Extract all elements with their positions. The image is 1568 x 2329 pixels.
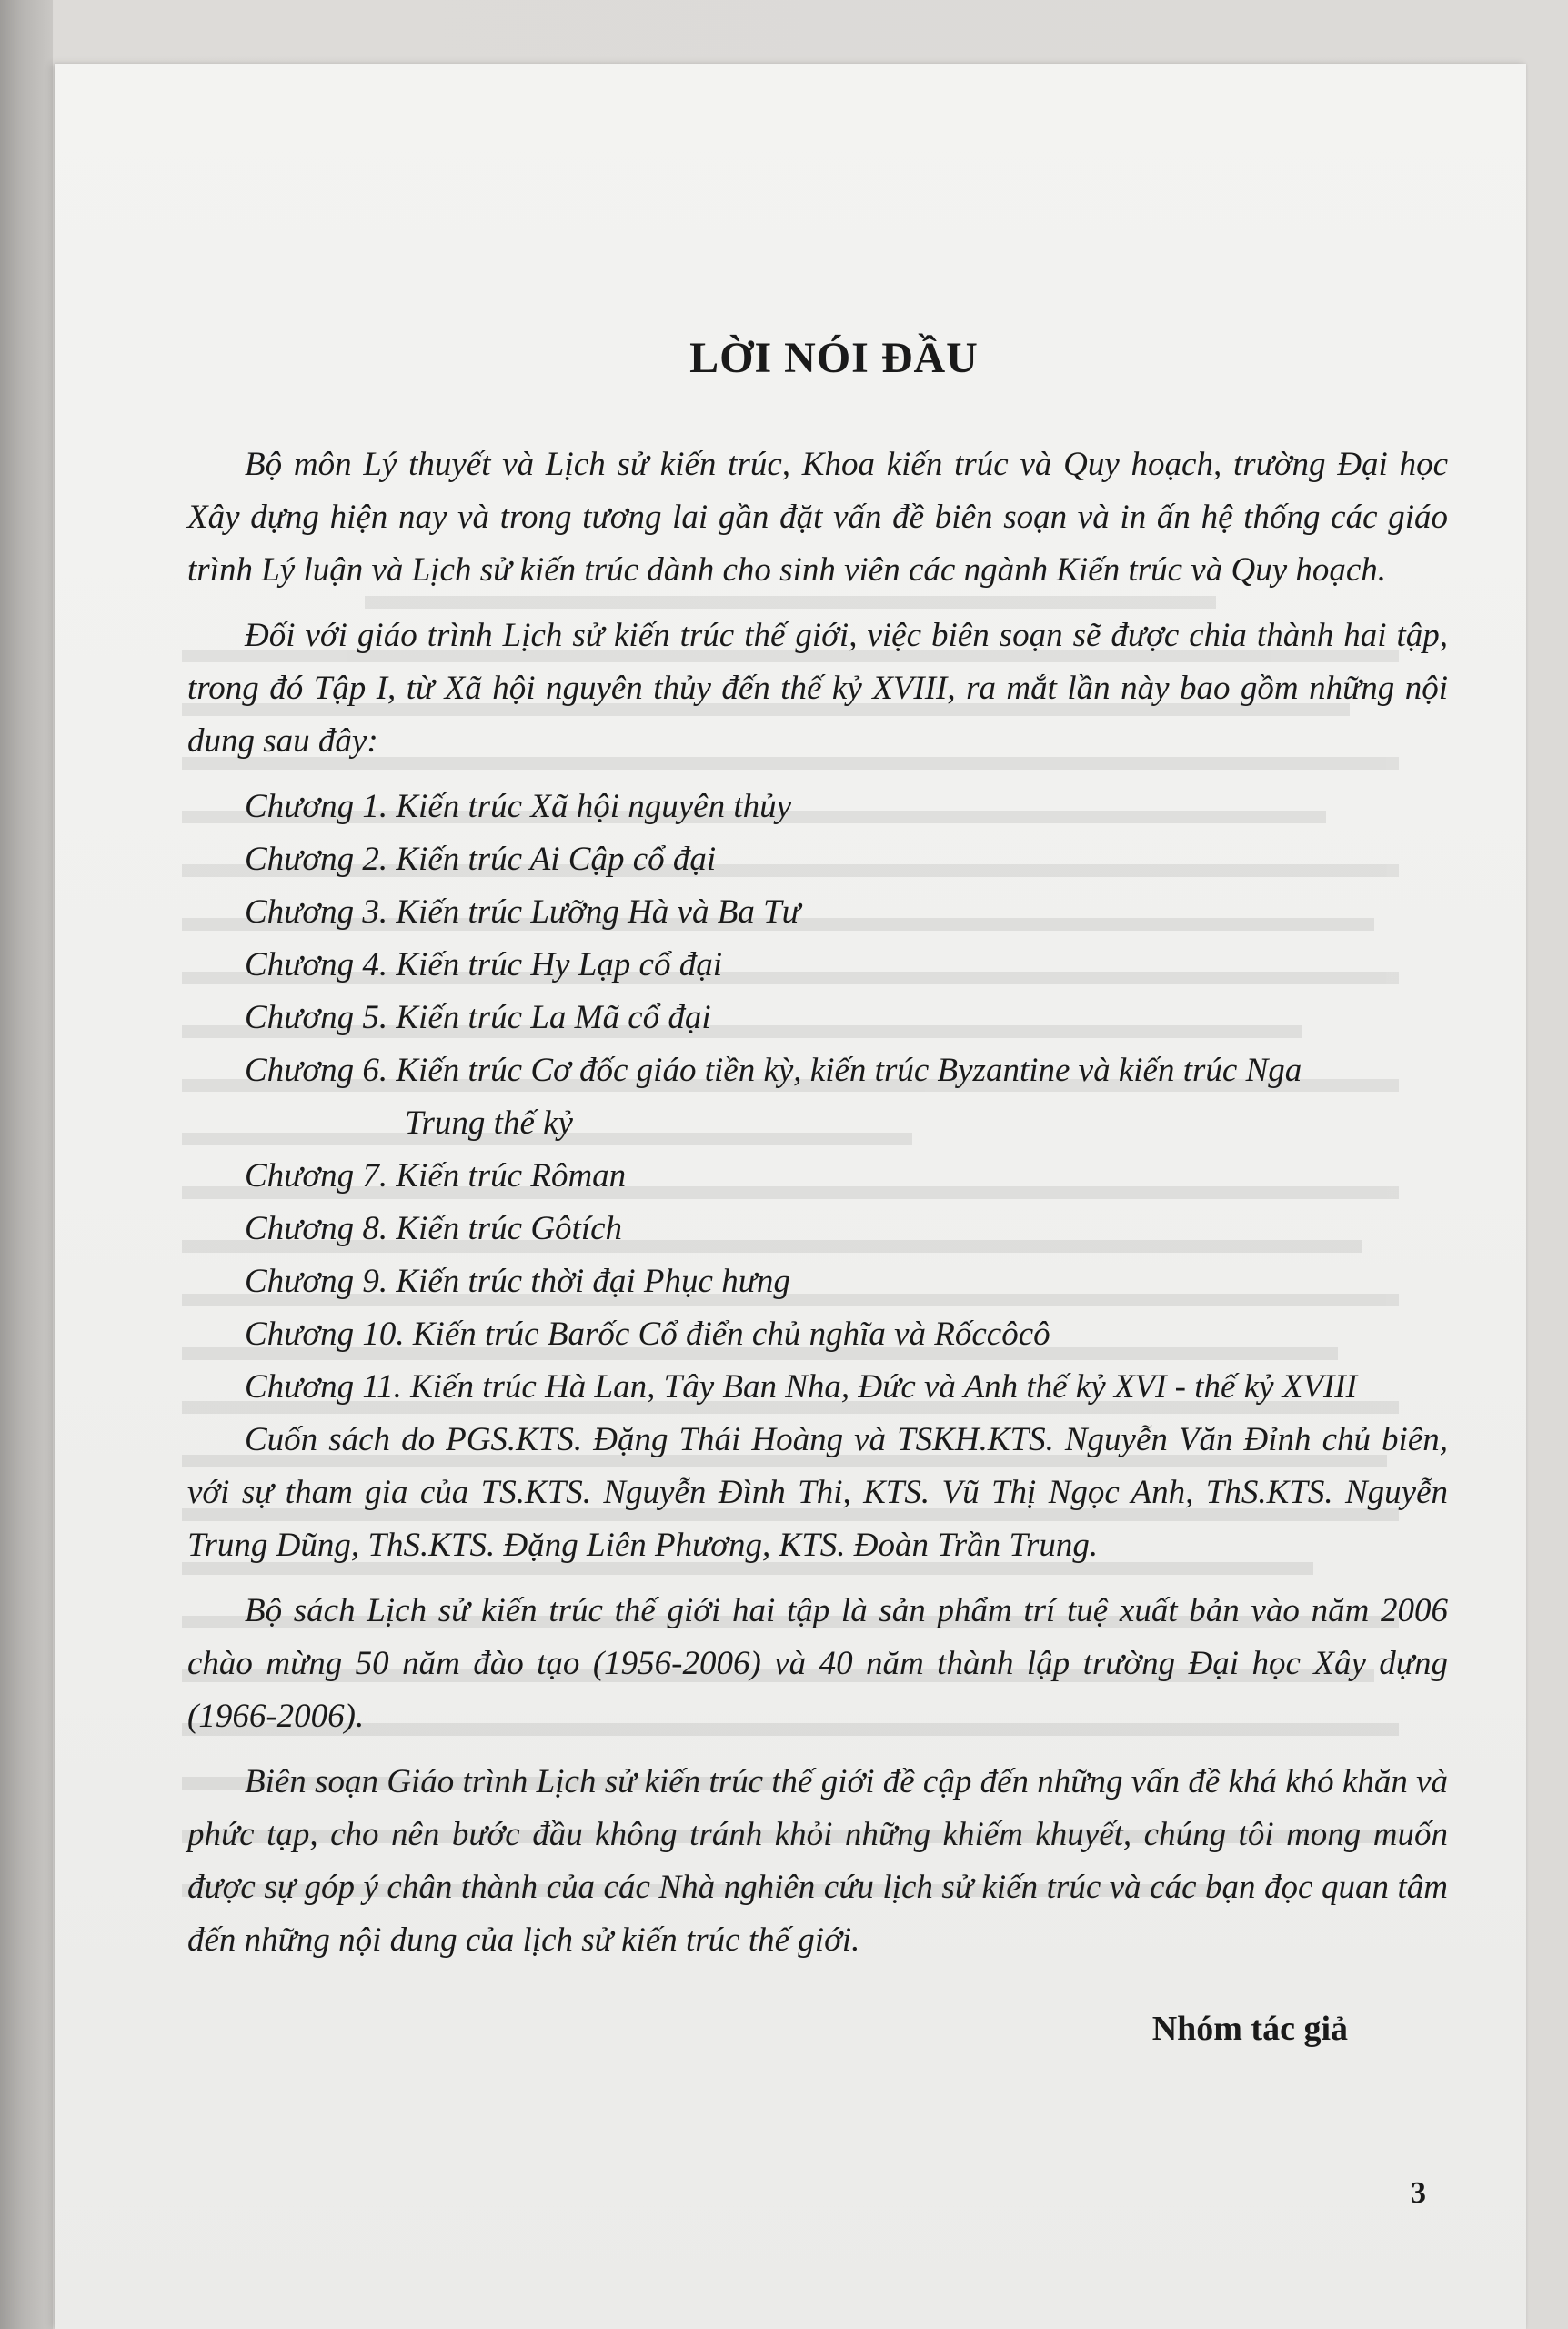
book-spine-edge [0,0,53,2329]
chapter-list [187,781,1448,1414]
chapter-item-3: Chương 3. Kiến trúc Lưỡng Hà và Ba Tư [245,893,800,931]
chapter-item-6-continuation: Trung thế kỷ [405,1104,573,1142]
publication-paragraph: Bộ sách Lịch sử kiến trúc thế giới hai tập là sản phẩm trí tuệ xuất bản vào năm 2006 chào mừng 50 năm đào tạo (1956-2006) và 40 năm thành lập trường Đại học Xây dựng (1966-2006). [187,1592,1448,1735]
closing-paragraph: Biên soạn Giáo trình Lịch sử kiến trúc thế giới đề cập đến những vấn đề khá khó khăn và phức tạp, cho nên bước đầu không tránh khỏi những khiếm khuyết, chúng tôi mong muốn được sự góp ý chân thành của các Nhà nghiên cứu lịch sử kiến trúc và các bạn đọc quan tâm đến những nội dung của lịch sử kiến trúc thế giới. [187,1763,1448,1959]
chapter-item-7: Chương 7. Kiến trúc Rôman [245,1157,627,1195]
signature: Nhóm tác giả [1151,2010,1348,2048]
chapter-item-5: Chương 5. Kiến trúc La Mã cổ đại [245,999,711,1036]
book-page [55,64,1526,2329]
chapter-item-6 [187,1044,1448,1150]
chapter-item-2: Chương 2. Kiến trúc Ai Cập cổ đại [245,841,717,878]
chapter-item-6-text: Chương 6. Kiến trúc Cơ đốc giáo tiền kỳ, kiến trúc Byzantine và kiến trúc Nga [245,1052,1302,1089]
page-number: 3 [1411,2176,1426,2210]
intro-paragraph-2: Đối với giáo trình Lịch sử kiến trúc thế giới, việc biên soạn sẽ được chia thành hai tập, trong đó Tập I, từ Xã hội nguyên thủy đến thế kỷ XVIII, ra mắt lần này bao gồm những nội dung sau đây: [187,617,1448,760]
chapter-item-11: Chương 11. Kiến trúc Hà Lan, Tây Ban Nha, Đức và Anh thế kỷ XVI - thế kỷ XVIII [245,1368,1357,1406]
page-title: LỜI NÓI ĐẦU [689,334,979,382]
chapter-item-10: Chương 10. Kiến trúc Barốc Cổ điển chủ nghĩa và Rốccôcô [245,1316,1050,1353]
authors-paragraph: Cuốn sách do PGS.KTS. Đặng Thái Hoàng và TSKH.KTS. Nguyễn Văn Đỉnh chủ biên, với sự tham gia của TS.KTS. Nguyễn Đình Thi, KTS. Vũ Thị Ngọc Anh, ThS.KTS. Nguyễn Trung Dũng, ThS.KTS. Đặng Liên Phương, KTS. Đoàn Trần Trung. [187,1421,1448,1564]
chapter-item-8: Chương 8. Kiến trúc Gôtích [245,1210,623,1247]
intro-paragraph-1: Bộ môn Lý thuyết và Lịch sử kiến trúc, Khoa kiến trúc và Quy hoạch, trường Đại học Xây dựng hiện nay và trong tương lai gần đặt vấn đề biên soạn và in ấn hệ thống các giáo trình Lý luận và Lịch sử kiến trúc dành cho sinh viên các ngành Kiến trúc và Quy hoạch. [187,446,1448,589]
chapter-item-9: Chương 9. Kiến trúc thời đại Phục hưng [245,1263,790,1300]
chapter-item-4: Chương 4. Kiến trúc Hy Lạp cổ đại [245,946,723,983]
chapter-item-1: Chương 1. Kiến trúc Xã hội nguyên thủy [245,788,792,825]
preface-content [187,334,1448,2049]
